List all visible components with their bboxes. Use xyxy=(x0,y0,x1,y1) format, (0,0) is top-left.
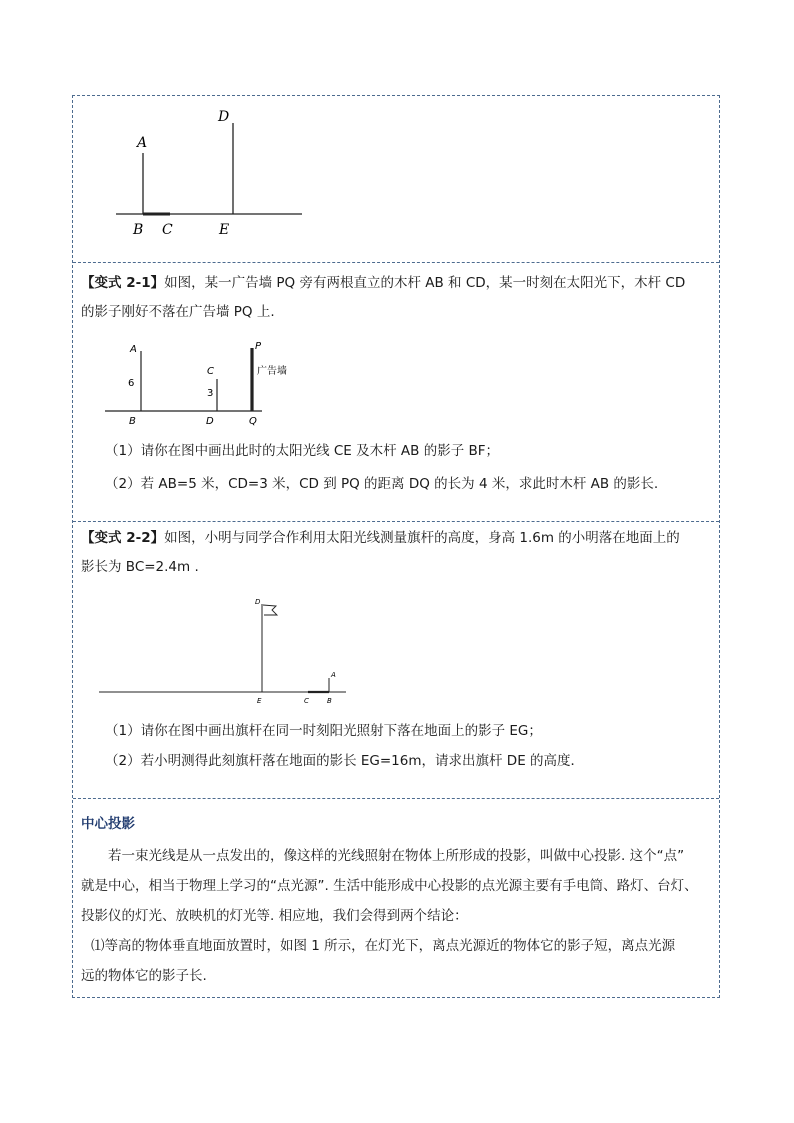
figure-flagpole xyxy=(98,596,368,711)
figure-shadow-ab-de xyxy=(113,101,353,241)
variant-2-1-question-2: （2）若 AB=5 米，CD=3 米，CD 到 PQ 的距离 DQ 的长为 4 米，求此时木杆 AB 的影长. xyxy=(105,476,659,492)
paragraph-line-2: 就是中心，相当于物理上学习的“点光源”. 生活中能形成中心投影的点光源主要有手电筒、路灯、台灯、 xyxy=(81,878,698,894)
label-three: 3 xyxy=(207,388,214,399)
variant-2-2-line1: 如图，小明与同学合作利用太阳光线测量旗杆的高度，身高 1.6m 的小明落在地面上的 xyxy=(164,530,680,546)
variant-2-2-question-2: （2）若小明测得此刻旗杆落在地面的影长 EG=16m，请求出旗杆 DE 的高度． xyxy=(105,753,585,769)
label-wall: 广告墙 xyxy=(257,366,287,377)
variant-2-1-text xyxy=(81,269,711,327)
label-q: Q xyxy=(249,416,257,427)
label-e: E xyxy=(257,697,262,705)
divider xyxy=(73,262,719,263)
divider xyxy=(73,521,719,522)
section-heading: 中心投影 xyxy=(81,816,135,832)
label-d: D xyxy=(218,109,230,125)
paragraph-line-4: ⑴等高的物体垂直地面放置时，如图 1 所示，在灯光下，离点光源近的物体它的影子短，离点光源 xyxy=(91,938,676,954)
variant-2-2-question-1: （1）请你在图中画出旗杆在同一时刻阳光照射下落在地面上的影子 EG； xyxy=(105,723,542,739)
variant-2-1-line2: 的影子刚好不落在广告墙 PQ 上. xyxy=(81,304,275,320)
variant-2-1-line1: 如图，某一广告墙 PQ 旁有两根直立的木杆 AB 和 CD，某一时刻在太阳光下，木杆 CD xyxy=(164,275,686,291)
label-c: C xyxy=(207,366,214,377)
label-a: A xyxy=(130,344,137,355)
label-b: B xyxy=(133,222,144,238)
label-d: D xyxy=(255,598,261,606)
paragraph-line-3: 投影仪的灯光、放映机的灯光等. 相应地，我们会得到两个结论： xyxy=(81,908,468,924)
label-c: C xyxy=(162,222,173,238)
content-frame xyxy=(72,95,720,998)
paragraph-line-1: 若一束光线是从一点发出的，像这样的光线照射在物体上所形成的投影，叫做中心投影. 这个“点” xyxy=(108,848,685,864)
variant-2-2-text xyxy=(81,524,711,582)
variant-2-2-tag: 【变式 2-2】 xyxy=(81,530,165,546)
label-p: P xyxy=(255,341,262,352)
label-d: D xyxy=(206,416,214,427)
paragraph-line-5: 远的物体它的影子长. xyxy=(81,968,207,984)
variant-2-1-question-1: （1）请你在图中画出此时的太阳光线 CE 及木杆 AB 的影子 BF； xyxy=(105,443,500,459)
variant-2-2-line2: 影长为 BC=2.4m . xyxy=(81,559,199,575)
variant-2-1-tag: 【变式 2-1】 xyxy=(81,275,165,291)
label-b: B xyxy=(129,416,136,427)
figure-billboard-wall xyxy=(103,341,303,431)
label-e: E xyxy=(219,222,230,238)
label-b: B xyxy=(327,697,332,705)
label-c: C xyxy=(304,697,309,705)
divider xyxy=(73,798,719,799)
central-projection-body xyxy=(81,841,711,991)
label-six: 6 xyxy=(128,378,135,389)
label-a: A xyxy=(331,671,336,679)
label-a: A xyxy=(137,135,148,151)
